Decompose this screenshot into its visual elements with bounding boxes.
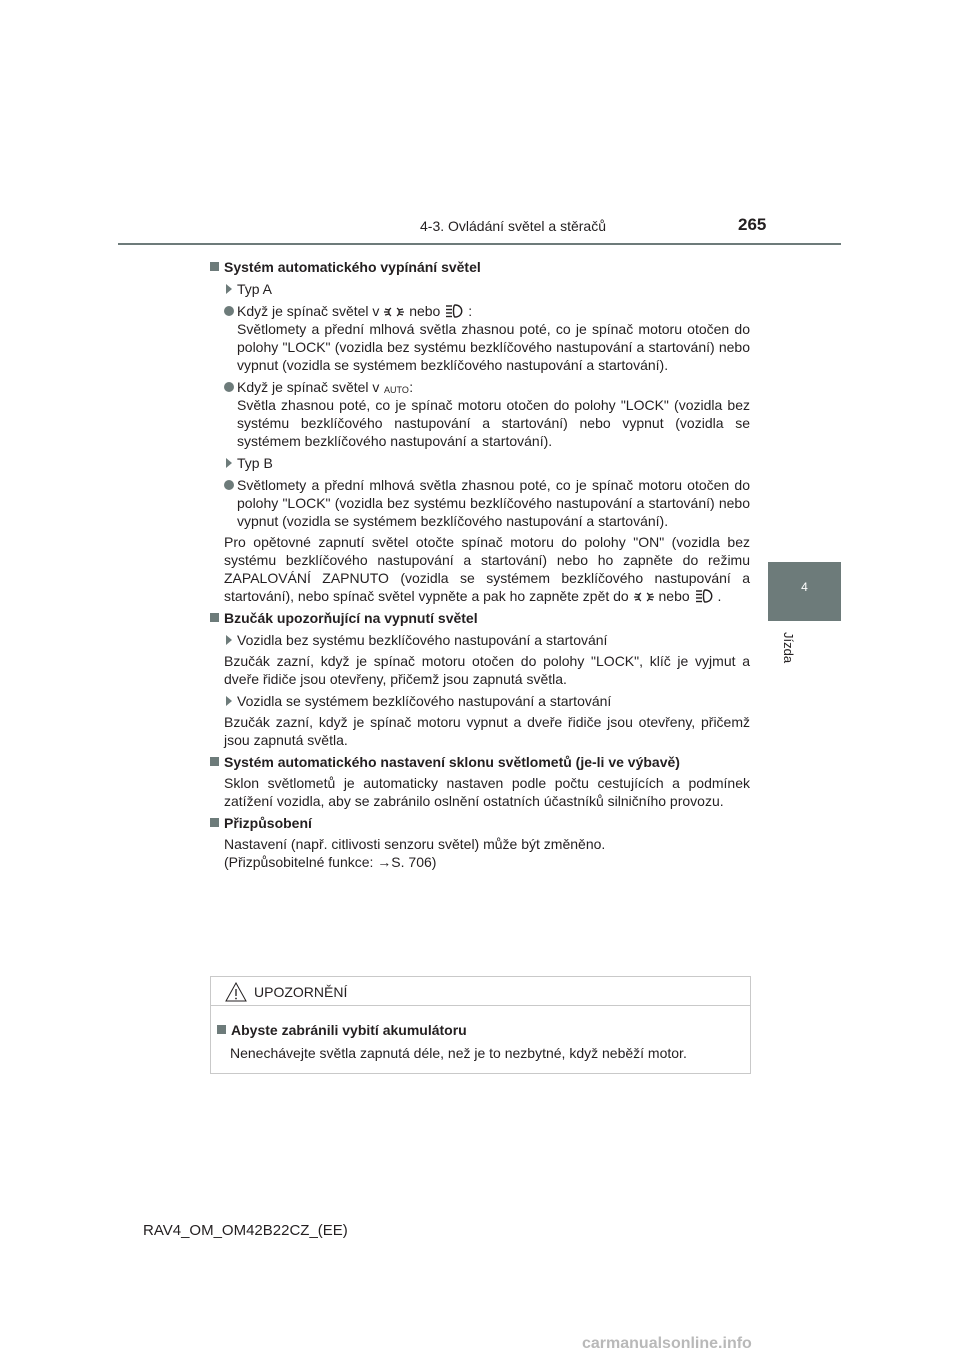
paragraph: Bzučák zazní, když je spínač motoru otočen do polohy "LOCK", klíč je vyjmut a dveře řidiče jsou otevřeny, přičemž jsou zapnutá světla. [224, 653, 750, 687]
section-heading: Bzučák upozorňující na vypnutí světel [210, 609, 750, 627]
tail-light-icon [383, 305, 405, 319]
headlight-icon [694, 588, 718, 604]
section-title: 4-3. Ovládání světel a stěračů [420, 218, 606, 234]
chapter-label-text: Jízda [781, 632, 796, 664]
warning-triangle-icon [225, 982, 247, 1002]
paragraph: Sklon světlometů je automaticky nastaven podle počtu cestujících a podmínek zatížení vozidla, aby se zabránilo oslnění ostatních účastníků silničního provozu. [224, 775, 750, 809]
headlight-icon [444, 303, 468, 319]
caution-header [211, 977, 750, 1006]
section-heading: Systém automatického nastavení sklonu světlometů (je-li ve výbavě) [210, 753, 750, 771]
subheading: Vozidla se systémem bezklíčového nastupování a startování [210, 692, 750, 710]
section-heading: Systém automatického vypínání světel [210, 258, 750, 276]
bullet-item: Když je spínač světel v nebo : Světlomety a přední mlhová světla zhasnou poté, co je spínač motoru otočen do polohy "LOCK" (vozidla bez systému bezklíčového nastupování a startování) nebo vypnut (vozidla se systémem bezklíčového nastupování a startování). [210, 302, 750, 374]
header-rule [118, 243, 841, 245]
paragraph: Nastavení (např. citlivosti senzoru světel) může být změněno. (Přizpůsobitelné funkce: →S. 706) [224, 836, 606, 870]
subheading: Vozidla bez systému bezklíčového nastupování a startování [210, 631, 750, 649]
chapter-number: 4 [801, 580, 808, 594]
auto-icon [383, 383, 409, 395]
svg-text:AUTO: AUTO [384, 385, 410, 395]
caution-box [210, 976, 751, 1074]
bullet-item: Světlomety a přední mlhová světla zhasnou poté, co je spínač motoru otočen do polohy "LOCK" (vozidla bez systému bezklíčového nastupování a startování) nebo vypnut (vozidla se systémem bezklíčového nastupování a startování). [210, 476, 750, 530]
page-number: 265 [738, 215, 767, 234]
paragraph: Pro opětovné zapnutí světel otočte spínač motoru do polohy "ON" (vozidla bez systému bezklíčového nastupování a startování) nebo ho zapněte do režimu ZAPALOVÁNÍ ZAPNUTO (vozidla se systémem bezklíčového nastupování a startování), nebo spínač světel vypněte a pak ho zapněte zpět do nebo . [224, 534, 750, 604]
paragraph: Bzučák zazní, když je spínač motoru vypnut a dveře řidiče jsou otevřeny, přičemž jsou zapnutá světla. [224, 714, 750, 748]
caution-body [211, 1006, 750, 1063]
caution-text: Nenechávejte světla zapnutá déle, než je to nezbytné, když neběží motor. [230, 1045, 687, 1061]
chapter-label [780, 632, 800, 672]
subheading-type-b: Typ B [210, 454, 750, 472]
main-content [210, 254, 750, 871]
subheading-type-a: Typ A [210, 280, 750, 298]
caution-title: UPOZORNĚNÍ [254, 984, 348, 1000]
caution-heading: Abyste zabránili vybití akumulátoru [217, 1020, 750, 1040]
section-heading: Přizpůsobení [210, 814, 750, 832]
watermark-site: carmanualsonline.info [582, 1335, 752, 1352]
chapter-tab [768, 562, 841, 621]
bullet-item: Když je spínač světel v AUTO : Světla zhasnou poté, co je spínač motoru otočen do polohy "LOCK" (vozidla bez systému bezklíčového nastupování a startování) nebo vypnut (vozidla se systémem bezklíčového nastupování a startování). [210, 378, 750, 450]
tail-light-icon [633, 590, 655, 604]
manual-code: RAV4_OM_OM42B22CZ_(EE) [143, 1222, 348, 1239]
